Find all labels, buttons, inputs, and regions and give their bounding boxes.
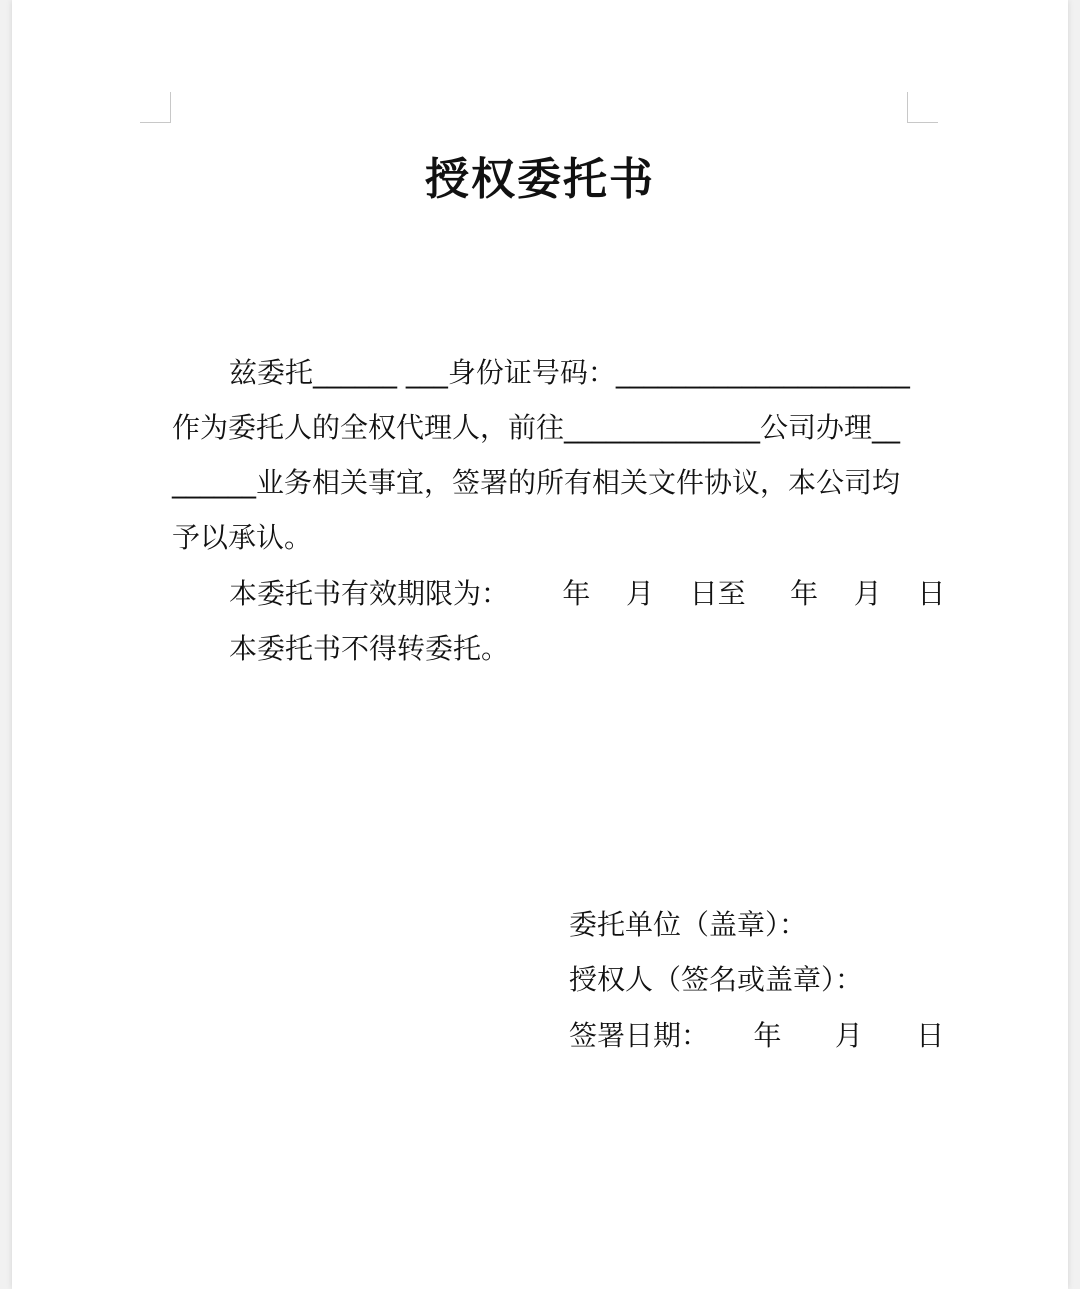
- top-right-margin-mark: [907, 92, 938, 123]
- top-left-margin-mark: [140, 92, 171, 123]
- signing-date-label: 签署日期： 年 月 日: [569, 1019, 945, 1052]
- body-line-1: 兹委托______ ___身份证号码：_____________________: [229, 356, 910, 389]
- validity-period-line: 本委托书有效期限为： 年 月 日至 年 月 日: [229, 577, 946, 610]
- no-subdelegation-line: 本委托书不得转委托。: [229, 632, 510, 665]
- body-line-3: ______业务相关事宜，签署的所有相关文件协议，本公司均: [172, 466, 901, 499]
- document-page: [12, 0, 1068, 1289]
- document-title: 授权委托书: [425, 154, 655, 205]
- authorizer-signature-label: 授权人（签名或盖章）：: [569, 963, 864, 996]
- entity-seal-label: 委托单位（盖章）：: [569, 908, 808, 941]
- body-line-2: 作为委托人的全权代理人，前往______________公司办理__: [172, 411, 901, 444]
- body-line-4: 予以承认。: [172, 521, 313, 554]
